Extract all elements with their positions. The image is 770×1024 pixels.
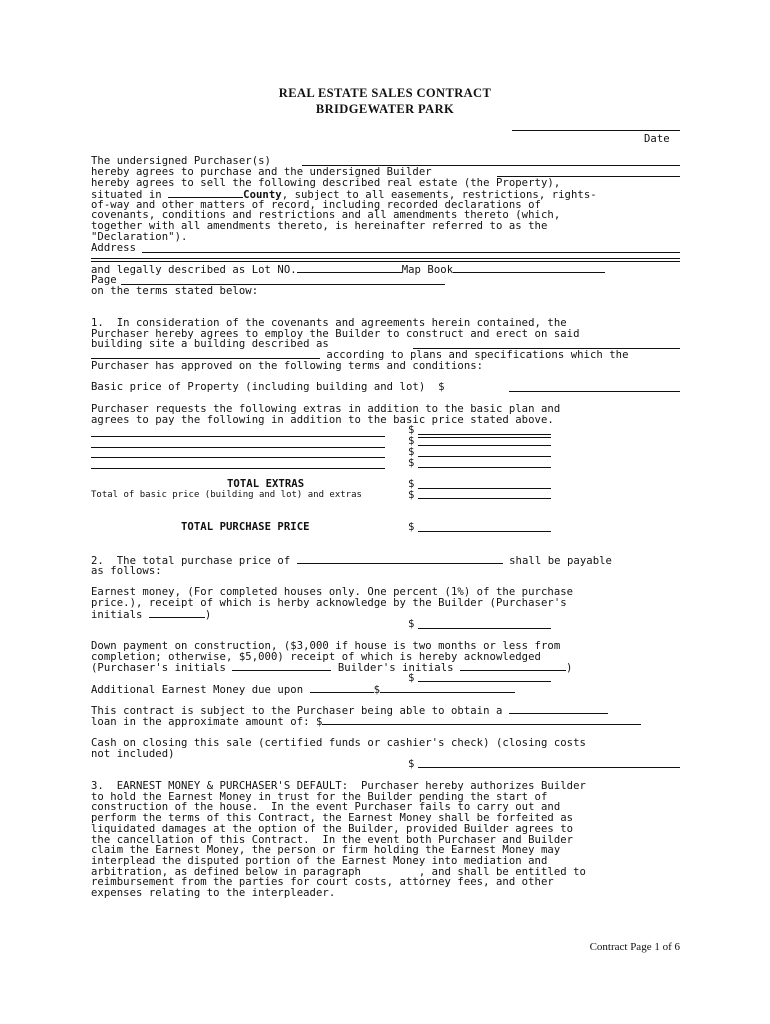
- dollar-sign: $: [408, 435, 415, 447]
- dollar-sign: $: [408, 457, 415, 469]
- intro-line-4: situated in County, subject to all easements, restrictions, rights-: [91, 189, 597, 201]
- total-purchase-line: [418, 531, 551, 532]
- address-line-3: [91, 261, 680, 262]
- dollar-sign: $: [408, 618, 415, 630]
- extra-desc-line: [91, 468, 385, 469]
- intro-line-1: The undersigned Purchaser(s): [91, 155, 271, 167]
- section3-line-9: arbitration, as defined below in paragraph , and shall be entitled to: [91, 866, 586, 878]
- total-purchase-label: TOTAL PURCHASE PRICE: [181, 521, 310, 533]
- address-line-2: [91, 258, 680, 259]
- date-line: [512, 130, 680, 131]
- down-payment-line-3: (Purchaser's initials Builder's initials ): [91, 662, 573, 674]
- intro-line-6: covenants, conditions and restrictions and all amendments thereto (which,: [91, 209, 561, 221]
- section3-line-1: 3. EARNEST MONEY & PURCHASER'S DEFAULT: Purchaser hereby authorizes Builder: [91, 780, 586, 792]
- lot-line: and legally described as Lot NO. Map Book: [91, 264, 605, 276]
- intro-line-12: on the terms stated below:: [91, 285, 259, 297]
- intro-line-3: hereby agrees to sell the following described real estate (the Property),: [91, 177, 561, 189]
- section3-line-4: perform the terms of this Contract, the Earnest Money shall be forfeited as: [91, 812, 574, 824]
- section1-line-5: Purchaser has approved on the following terms and conditions:: [91, 360, 484, 372]
- extra-desc-line: [91, 457, 385, 458]
- down-payment-amount-line: [418, 681, 551, 682]
- dollar-sign: $: [408, 672, 415, 684]
- dollar-sign: $: [408, 446, 415, 458]
- section1-line-2: Purchaser hereby agrees to employ the Builder to construct and erect on said: [91, 328, 580, 340]
- section3-line-10: reimbursement from the parties for court costs, attorney fees, and other: [91, 876, 554, 888]
- dollar-sign: $: [408, 521, 415, 533]
- extra-desc-line: [91, 436, 385, 437]
- earnest-amount-line: [418, 628, 551, 629]
- down-payment-line-1: Down payment on construction, ($3,000 if house is two months or less from: [91, 640, 561, 652]
- loan-line-1: This contract is subject to the Purchaser being able to obtain a: [91, 705, 608, 717]
- section3-line-11: expenses relating to the interpleader.: [91, 887, 336, 899]
- address-label: Address: [91, 242, 136, 254]
- address-line: [142, 252, 680, 253]
- intro-line-5: of-way and other matters of record, including recorded declarations of: [91, 199, 541, 211]
- intro-line-7: together with all amendments thereto, is hereinafter referred to as the: [91, 220, 548, 232]
- total-basic-line: [418, 498, 551, 499]
- section1-line-1: 1. In consideration of the covenants and agreements herein contained, the: [91, 317, 567, 329]
- earnest-line-2: price.), receipt of which is herby acknowledge by the Builder (Purchaser's: [91, 597, 567, 609]
- extra-amount-line: [418, 456, 551, 457]
- total-basic-label: Total of basic price (building and lot) and extras: [91, 490, 362, 500]
- dollar-sign: $: [408, 758, 415, 770]
- section1-line-3: building site a building described as: [91, 338, 329, 350]
- section2-line-1: 2. The total purchase price of shall be payable: [91, 555, 612, 567]
- page-label: Page: [91, 274, 117, 286]
- extra-amount-line: [418, 434, 551, 435]
- extra-amount-line: [418, 445, 551, 446]
- cash-line-1: Cash on closing this sale (certified funds or cashier's check) (closing costs: [91, 737, 586, 749]
- dollar-sign: $: [408, 478, 415, 490]
- extra-amount-line: [418, 437, 551, 438]
- section3-line-5: liquidated damages at the option of the Builder, provided Builder agrees to: [91, 823, 574, 835]
- extras-line-2: agrees to pay the following in addition to the basic price stated above.: [91, 414, 554, 426]
- basic-price-label: Basic price of Property (including building and lot) $: [91, 381, 445, 393]
- intro-line-8: "Declaration").: [91, 231, 188, 243]
- extra-amount-line: [418, 467, 551, 468]
- additional-earnest-line: Additional Earnest Money due upon $: [91, 684, 515, 696]
- section3-line-2: to hold the Earnest Money in trust for the Builder pending the start of: [91, 791, 548, 803]
- extra-desc-line: [91, 447, 385, 448]
- total-extras-label: TOTAL EXTRAS: [227, 478, 305, 490]
- section2-line-2: as follows:: [91, 565, 162, 577]
- down-payment-line-2: completion; otherwise, $5,000) receipt of which is hereby acknowledged: [91, 651, 541, 663]
- section3-line-3: construction of the house. In the event Purchaser fails to carry out and: [91, 801, 561, 813]
- date-label: Date: [644, 133, 670, 145]
- page-number: Contract Page 1 of 6: [589, 941, 680, 953]
- dollar-sign: $: [408, 424, 415, 436]
- intro-line-2: hereby agrees to purchase and the undersigned Builder: [91, 166, 432, 178]
- document-title: REAL ESTATE SALES CONTRACT: [278, 86, 492, 100]
- section3-line-7: claim the Earnest Money, the person or firm holding the Earnest Money may: [91, 844, 561, 856]
- earnest-line-1: Earnest money, (For completed houses only. One percent (1%) of the purchase: [91, 586, 574, 598]
- section3-line-6: the cancellation of this Contract. In the event both Purchaser and Builder: [91, 834, 574, 846]
- document-subtitle: BRIDGEWATER PARK: [315, 102, 455, 116]
- loan-line-2: loan in the approximate amount of: $: [91, 716, 641, 728]
- section3-line-8: interplead the disputed portion of the Earnest Money into mediation and: [91, 855, 548, 867]
- basic-price-line: [509, 391, 680, 392]
- building-line-2: [91, 358, 320, 359]
- earnest-line-3: initials ): [91, 609, 212, 621]
- cash-amount-line: [418, 767, 680, 768]
- dollar-sign: $: [408, 489, 415, 501]
- extras-line-1: Purchaser requests the following extras in addition to the basic plan and: [91, 403, 561, 415]
- section1-line-4: according to plans and specifications which the: [320, 349, 629, 361]
- total-extras-line: [418, 488, 551, 489]
- cash-line-2: not included): [91, 748, 175, 760]
